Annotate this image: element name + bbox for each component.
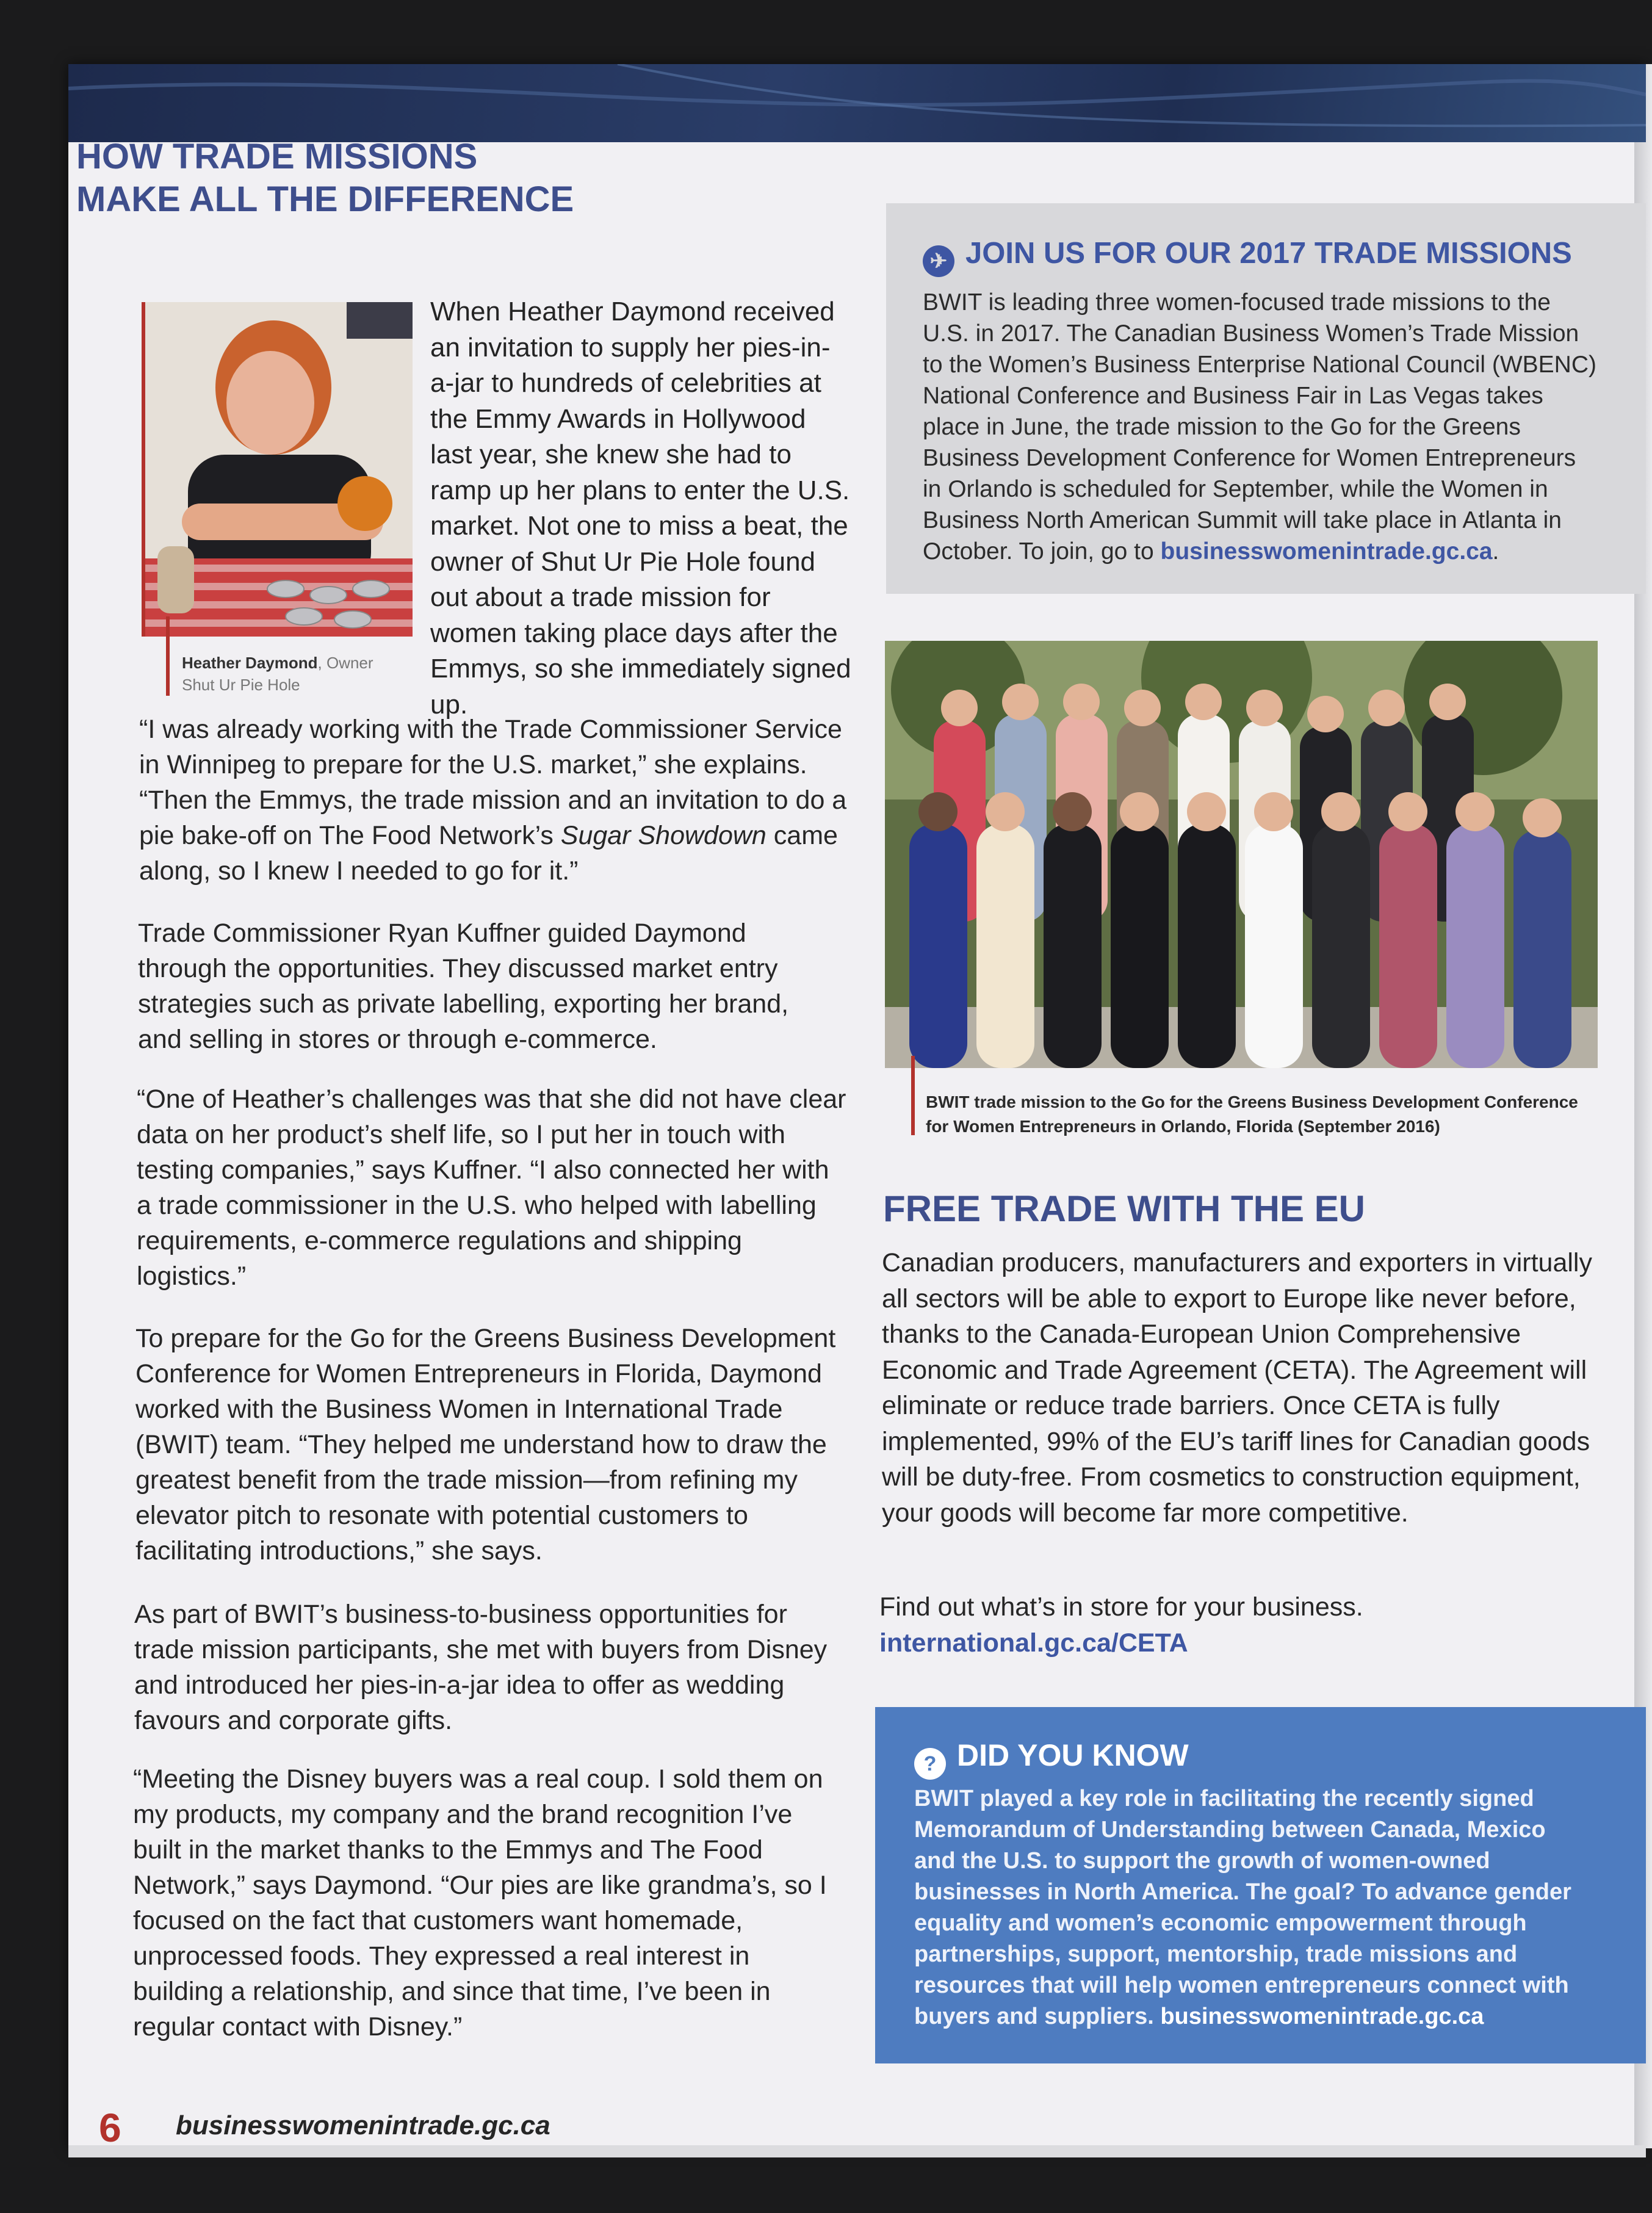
join-missions-text: BWIT is leading three women-focused trade missions to the U.S. in 2017. The Canadian Business Women’s Trade Mission to the Women’s Business Enterprise National Council (WBENC) National Conference and Business Fair in Las Vegas takes place in June, the trade mission to the Go for the Greens Business Development Conference for Women Entrepreneurs in Orlando is scheduled for September, while the Women in Business North American Summit will take place in Atlanta in October. To join, go to businesswomenintrade.gc.ca. xyxy=(923,289,1596,565)
heather-photo-caption xyxy=(182,652,426,696)
dyk-link[interactable]: businesswomenintrade.gc.ca xyxy=(1160,2004,1484,2029)
banner-swoosh xyxy=(68,64,1646,142)
group-caption-accent-bar xyxy=(911,1056,915,1135)
eu-paragraph: Canadian producers, manufacturers and exporters in virtually all sectors will be able to export to Europe like never before, thanks to the Canada-European Union Comprehensive Economic and Trade Agreement (CETA). The Agreement will eliminate or reduce trade barriers. Once CETA is fully implemented, 99% of the EU’s tariff lines for Canadian goods will be duty-free. From cosmetics to construction equipment, your goods will become far more competitive. xyxy=(882,1248,1592,1528)
eu-heading: FREE TRADE WITH THE EU xyxy=(883,1188,1365,1229)
group-photo xyxy=(885,641,1598,1068)
article-intro: When Heather Daymond received an invitation to supply her pies-in-a-jar to hundreds of celebrities at the Emmy Awards in Hollywood last year, she knew she had to ramp up her plans to enter the U.S. market. Not one to miss a beat, the owner of Shut Ur Pie Hole found out about a trade mission for women taking place days after the Emmys, so she immediately signed up. xyxy=(430,297,851,720)
heather-photo xyxy=(142,302,413,637)
join-missions-title: ✈ JOIN US FOR OUR 2017 TRADE MISSIONS xyxy=(923,235,1625,277)
page-number: 6 xyxy=(99,2105,121,2150)
page-bottom-edge xyxy=(68,2145,1646,2157)
article-paragraph-1: “I was already working with the Trade Commissioner Service in Winnipeg to prepare for the U.S. market,” she explains. “Then the Emmys, the trade mission and an invitation to do a pie bake-off on The Food Network’s Sugar Showdown came along, so I knew I needed to go for it.” xyxy=(139,715,847,886)
did-you-know-text: BWIT played a key role in facilitating the recently signed Memorandum of Understanding between Canada, Mexico and the U.S. to support the growth of women-owned businesses in North America. The goal? To advance gender equality and women’s economic empowerment through partnerships, support, mentorship, trade missions and resources that will help women entrepreneurs connect with buyers and suppliers. businesswomenintrade.gc.ca xyxy=(914,1786,1571,2029)
article-heading: HOW TRADE MISSIONS MAKE ALL THE DIFFERENCE xyxy=(76,137,574,219)
article-paragraph-4: To prepare for the Go for the Greens Business Development Conference for Women Entrepreneurs in Florida, Daymond worked with the Business Women in International Trade (BWIT) team. “They helped me understand how to draw the greatest benefit from the trade mission—from refining my elevator pitch to resonate with potential customers to facilitating introductions,” she says. xyxy=(135,1324,836,1565)
footer-url: businesswomenintrade.gc.ca xyxy=(176,2110,550,2140)
caption-name: Heather Daymond xyxy=(182,654,318,672)
did-you-know-title: ? DID YOU KNOW xyxy=(914,1737,1585,1780)
airplane-icon: ✈ xyxy=(923,245,954,277)
question-icon: ? xyxy=(914,1748,946,1780)
ceta-link[interactable]: international.gc.ca/CETA xyxy=(879,1628,1188,1658)
article-paragraph-6: “Meeting the Disney buyers was a real coup. I sold them on my products, my company and the brand recognition I’ve built in the market thanks to the Emmys and The Food Network,” says Daymond. “Our pies are like grandma’s, so I focused on the fact that customers want homemade, unprocessed foods. They expressed a real interest in building a relationship, and since that time, I’ve been in regular contact with Disney.” xyxy=(133,1764,827,2042)
caption-accent-bar xyxy=(166,616,170,696)
caption-company: Shut Ur Pie Hole xyxy=(182,676,300,694)
article-paragraph-2: Trade Commissioner Ryan Kuffner guided Daymond through the opportunities. They discussed market entry strategies such as private labelling, exporting her brand, and selling in stores or through e-commerce. xyxy=(138,919,789,1054)
article-paragraph-3: “One of Heather’s challenges was that she did not have clear data on her product’s shelf life, so I put her in touch with testing companies,” says Kuffner. “I also connected her with a trade commissioner in the U.S. who helped with labelling requirements, e-commerce regulations and shipping logistics.” xyxy=(137,1085,846,1291)
article-paragraph-5: As part of BWIT’s business-to-business opportunities for trade mission participants, she met with buyers from Disney and introduced her pies-in-a-jar idea to offer as wedding favours and corporate gifts. xyxy=(134,1600,828,1735)
caption-role: , Owner xyxy=(317,654,373,672)
find-out-paragraph: Find out what’s in store for your business. international.gc.ca/CETA xyxy=(879,1592,1363,1658)
group-photo-caption: BWIT trade mission to the Go for the Greens Business Development Conference for Women Entrepreneurs in Orlando, Florida (September 2016) xyxy=(926,1092,1578,1136)
join-link[interactable]: businesswomenintrade.gc.ca xyxy=(1160,538,1493,565)
header-banner xyxy=(68,64,1646,142)
